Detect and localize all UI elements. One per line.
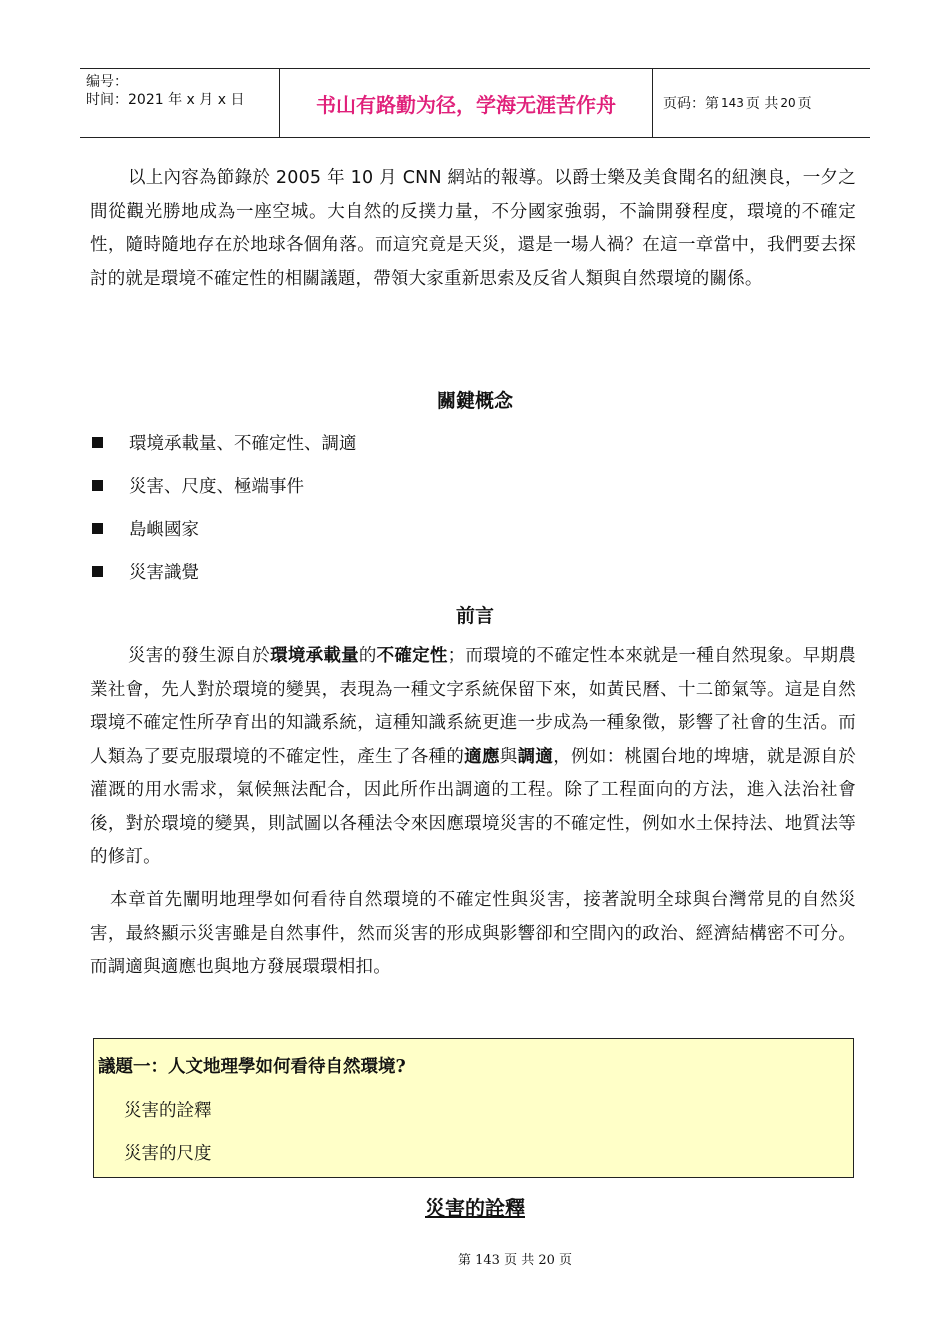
text-run: 與 (499, 746, 518, 767)
header-page-info (653, 69, 870, 137)
issue-item: 災害的尺度 (124, 1144, 212, 1164)
section-title: 災害的詮釋 (425, 1196, 525, 1220)
bold-term: 環境承載量 (270, 646, 359, 666)
square-bullet-icon (92, 480, 103, 491)
code-label: 编号： (86, 74, 128, 90)
bold-term: 不確定性 (376, 646, 448, 666)
footer-suffix: 页 (559, 1253, 573, 1268)
footer-mid: 页 共 (504, 1253, 535, 1268)
text-run: ；而環境的不確定性本來就是一種自然現象。早期農業社會，先人對於環境的變異，表現為一種文字系統保留下來，如黃民曆、十二節氣等。這是自然環境不確定性所孕育出的知識系統，這種知識系統更進一步成為一種象徵，影響了社會的生活。而人類為了要克服環境的不確定性，產生了各種的 (90, 646, 857, 767)
page-total: 20 (780, 96, 796, 110)
key-concepts-title: 關鍵概念 (436, 390, 513, 412)
text-run: 災害的發生源自於 (128, 646, 271, 666)
text-run: ，例如：桃園台地的埤塘，就是源自於灌溉的用水需求，氣候無法配合，因此所作出調適的工程。除了工程面向的方法，進入法治社會後，對於環境的變異，則試圖以各種法令來因應環境災害的不確定性，例如水土保持法、地質法等的修訂。 (90, 746, 857, 867)
list-item (92, 473, 304, 498)
issue-item: 災害的詮釋 (124, 1101, 212, 1121)
square-bullet-icon (92, 437, 103, 448)
issue-title: 議題一：人文地理學如何看待自然環境? (98, 1057, 406, 1077)
list-item (92, 559, 199, 584)
list-item-label: 島嶼國家 (129, 520, 199, 540)
intro-paragraph: 以上內容為節錄於 2005 年 10 月 CNN 網站的報導。以爵士樂及美食聞名的紐澳良，一夕之間從觀光勝地成為一座空城。大自然的反撲力量，不分國家強弱，不論開發程度，環境的不確定性，隨時隨地存在於地球各個角落。而這究竟是天災，還是一場人禍？在這一章當中，我們要去探討的就是環境不確定性的相關議題，帶領大家重新思索及反省人類與自然環境的關係。 (90, 168, 856, 289)
list-item-label: 災害、尺度、極端事件 (129, 477, 304, 497)
footer-prefix: 第 (457, 1253, 471, 1268)
list-item-label: 災害識覺 (129, 563, 199, 583)
issue-box (93, 1038, 854, 1178)
list-item (92, 516, 199, 541)
list-item-label: 環境承載量、不確定性、調適 (129, 434, 357, 454)
text-run: 的 (358, 646, 377, 666)
page-mid: 页 共 (745, 96, 779, 112)
preface-title: 前言 (455, 605, 494, 627)
preface-paragraph-1 (90, 640, 856, 875)
page-suffix: 页 (797, 96, 812, 112)
square-bullet-icon (92, 523, 103, 534)
header-meta (80, 69, 280, 137)
preface-paragraph-2: 本章首先闡明地理學如何看待自然環境的不確定性與災害，接著說明全球與台灣常見的自然災害，最終顯示災害雖是自然事件，然而災害的形成與影響卻和空間內的政治、經濟結構密不可分。而調適與適應也與地方發展環環相扣。 (90, 890, 856, 977)
time-label: 时间：2021 年 x 月 x 日 (86, 92, 245, 108)
footer-page-number: 143 (475, 1253, 500, 1268)
header-motto: 书山有路勤为径，学海无涯苦作舟 (280, 69, 653, 137)
list-item (92, 430, 357, 455)
page-footer (0, 1249, 950, 1268)
page-number: 143 (721, 96, 744, 110)
page-header (80, 68, 870, 138)
bold-term: 調適 (517, 746, 554, 767)
bold-term: 適應 (464, 746, 500, 767)
footer-total: 20 (538, 1253, 555, 1268)
square-bullet-icon (92, 566, 103, 577)
page-prefix: 页码：第 (663, 96, 719, 112)
